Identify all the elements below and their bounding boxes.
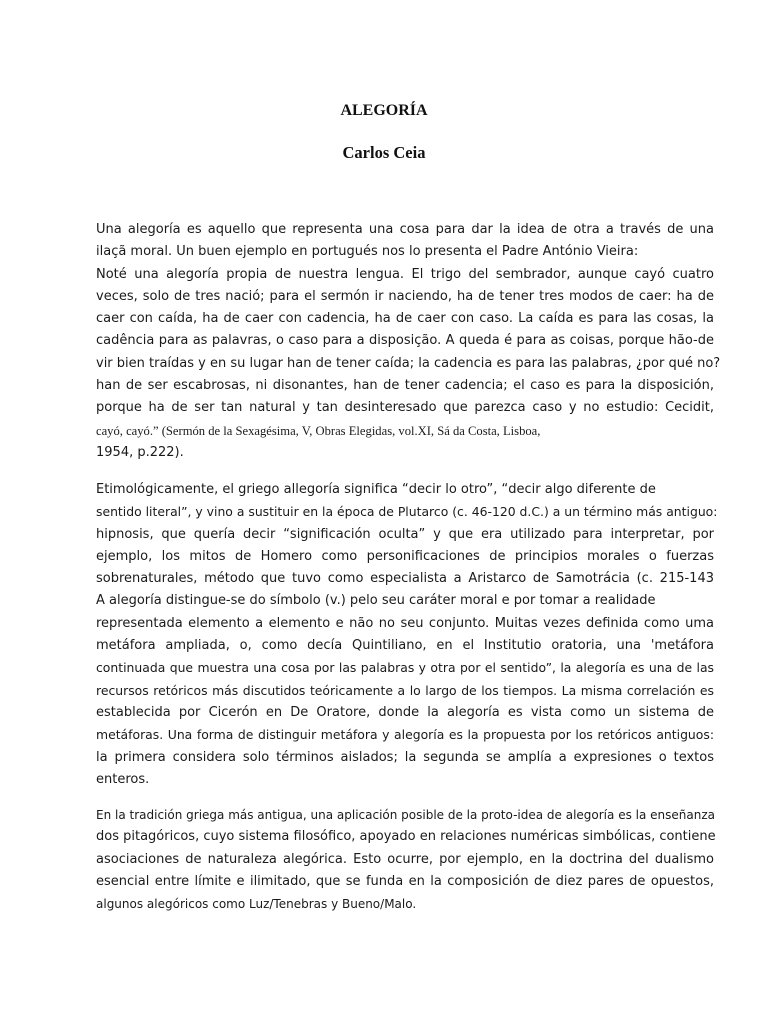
paragraph-line: sentido literal”, y vino a sustituir en la época de Plutarco (c. 46-120 d.C.) a un término más antiguo:	[96, 504, 718, 520]
paragraph-line: establecida por Cicerón en De Oratore, donde la alegoría es vista como un sistema de	[96, 704, 714, 720]
paragraph-line: hipnosis, que quería decir “significación oculta” y que era utilizado para interpretar, por	[96, 526, 714, 542]
paragraph-line: sobrenaturales, método que tuvo como especialista a Aristarco de Samotrácia (c. 215-143	[96, 571, 714, 587]
paragraph-line: algunos alegóricos como Luz/Tenebras y Bueno/Malo.	[96, 897, 417, 912]
paragraph-line: Etimológicamente, el griego allegoría significa “decir lo otro”, “decir algo diferente de	[96, 482, 656, 497]
paragraph-line: A alegoría distingue-se do símbolo (v.) pelo seu caráter moral e por tomar a realidade	[96, 593, 656, 609]
paragraph-2	[96, 479, 718, 791]
paragraph-line: cadência para as palavras, o caso para a disposição. A queda é para as coisas, porque hão-de	[96, 333, 714, 349]
paragraph-line: recursos retóricos más discutidos teóricamente a lo largo de los tiempos. La misma correlación es	[96, 682, 714, 698]
paragraph-line: ilaçã moral. Un buen ejemplo en portugués nos lo presenta el Padre António Vieira:	[96, 244, 639, 260]
paragraph-line: asociaciones de naturaleza alegórica. Esto ocurre, por ejemplo, en la doctrina del dualismo	[96, 851, 714, 867]
paragraph-line: porque ha de ser tan natural y tan desinteresado que parezca caso y no estudio: Cecidit,	[96, 400, 714, 416]
paragraph-line: representada elemento a elemento e não no seu conjunto. Muitas vezes definida como uma	[96, 615, 714, 631]
paragraph-line: Noté una alegoría propia de nuestra lengua. El trigo del sembrador, aunque cayó cuatro	[96, 266, 714, 282]
paragraph-line: Una alegoría es aquello que representa una cosa para dar la idea de otra a través de una	[96, 222, 714, 237]
paragraph-line: ejemplo, los mitos de Homero como personificaciones de principios morales o fuerzas	[96, 548, 714, 564]
paragraph-line: vir bien traídas y en su lugar han de tener caída; la cadencia es para las palabras, ¿por qué no?	[96, 355, 721, 371]
paragraph-line: enteros.	[96, 771, 150, 787]
document-title: ALEGORÍA	[340, 102, 428, 119]
paragraph-line: han de ser escabrosas, ni disonantes, han de tener cadencia; el caso es para la disposición,	[96, 378, 714, 394]
paragraph-3	[96, 804, 714, 915]
paragraph-line: metáforas. Una forma de distinguir metáfora y alegoría es la propuesta por los retóricos antiguos:	[96, 727, 714, 743]
paragraph-line: la primera considera solo términos aislados; la segunda se amplía a expresiones o textos	[96, 749, 714, 765]
paragraph-line: dos pitagóricos, cuyo sistema filosófico, apoyado en relaciones numéricas simbólicas, contiene	[96, 829, 716, 845]
document-author: Carlos Ceia	[342, 143, 426, 162]
paragraph-line: 1954, p.222).	[96, 444, 184, 460]
paragraph-1	[96, 219, 721, 464]
paragraph-line: En la tradición griega más antigua, una aplicación posible de la proto-idea de alegoría es la enseñanza	[96, 808, 715, 822]
paragraph-line: cayó, cayó.” (Sermón de la Sexagésima, V, Obras Elegidas, vol.XI, Sá da Costa, Lisboa,	[96, 423, 541, 438]
paragraph-line: caer con caída, ha de caer con cadencia, ha de caer con caso. La caída es para las cosas, la	[96, 311, 714, 327]
paragraph-line: metáfora ampliada, o, como decía Quintiliano, en el Institutio oratoria, una 'metáfora	[96, 638, 714, 654]
paragraph-line: veces, solo de tres nació; para el sermón ir naciendo, ha de tener tres modos de caer: ha de	[96, 288, 714, 304]
paragraph-line: continuada que muestra una cosa por las palabras y otra por el sentido”, la alegoría es una de las	[96, 660, 714, 676]
paragraph-line: esencial entre límite e ilimitado, que se funda en la composición de diez pares de opuestos,	[96, 873, 714, 889]
